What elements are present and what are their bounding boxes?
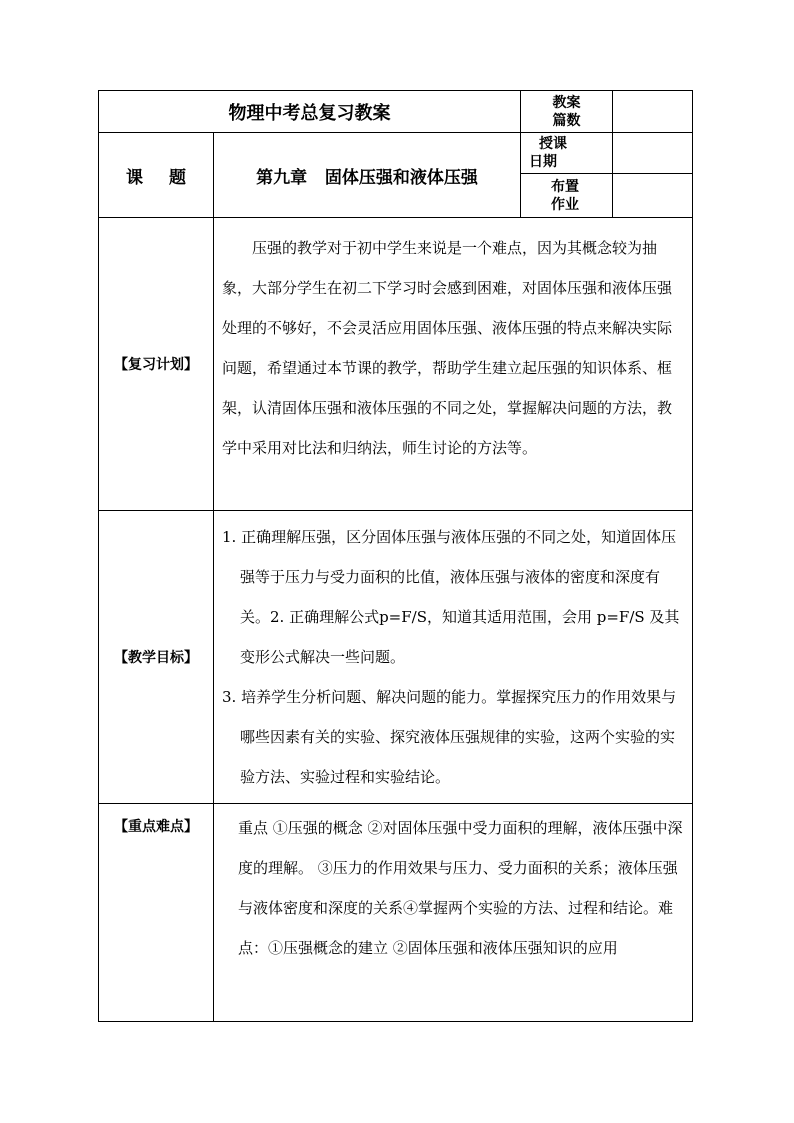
lesson-count-label: [521, 91, 613, 133]
review-plan-row: [99, 218, 693, 511]
chapter-title: 固体压强和液体压强: [324, 167, 478, 188]
chapter-number: 第九章: [256, 167, 308, 188]
teaching-goal-item-1: 1. 正确理解压强，区分固体压强与液体压强的不同之处，知道固体压强等于压力与受力面积的比值，液体压强与液体的密度和深度有关。2. 正确理解公式p=F/S，知道其适用范围，会用 p=F/S 及其变形公式解决一些问题。: [222, 528, 680, 666]
lesson-plan-table: [98, 90, 693, 1022]
review-plan-text: [214, 218, 693, 511]
homework-label-line1: 布置: [551, 178, 579, 195]
lesson-date-value: [613, 133, 693, 174]
lesson-date-label-line2: 日期: [529, 154, 557, 171]
lesson-date-label-line1: 授课: [539, 136, 567, 153]
lesson-count-label-line1: 教案: [552, 94, 581, 111]
review-plan-label: 【复习计划】: [99, 218, 214, 511]
topic-title: [214, 133, 521, 218]
teaching-goals-row: [99, 511, 693, 804]
topic-label-char2: 题: [169, 167, 186, 188]
key-points-row: [99, 804, 693, 1022]
homework-label-line2: 作业: [551, 196, 579, 213]
lesson-date-label: [521, 133, 613, 174]
teaching-goals-label: 【教学目标】: [99, 511, 214, 804]
key-points-text: 重点 ①压强的概念 ②对固体压强中受力面积的理解，液体压强中深度的理解。 ③压力的作用效果与压力、受力面积的关系；液体压强与液体密度和深度的关系④掌握两个实验的方法、过程和结论。难点：①压强概念的建立 ②固体压强和液体压强知识的应用: [214, 804, 693, 1022]
teaching-goals-text: [214, 511, 693, 804]
doc-title: 物理中考总复习教案: [99, 91, 521, 133]
lesson-count-label-line2: 篇数: [552, 112, 581, 129]
topic-label-char1: 课: [126, 167, 143, 188]
teaching-goal-item-2: 3. 培养学生分析问题、解决问题的能力。掌握探究压力的作用效果与哪些因素有关的实验、探究液体压强规律的实验，这两个实验的实验方法、实验过程和实验结论。: [222, 688, 677, 786]
homework-label: [521, 174, 613, 218]
key-points-label: 【重点难点】: [99, 804, 214, 1022]
homework-value: [613, 174, 693, 218]
topic-row-1: [99, 133, 693, 174]
header-row: [99, 91, 693, 133]
review-plan-paragraph: 压强的教学对于初中学生来说是一个难点，因为其概念较为抽象，大部分学生在初二下学习时会感到困难，对固体压强和液体压强处理的不够好，不会灵活应用固体压强、液体压强的特点来解决实际问题，希望通过本节课的教学，帮助学生建立起压强的知识体系、框架，认清固体压强和液体压强的不同之处，掌握解决问题的方法，教学中采用对比法和归纳法，师生讨论的方法等。: [222, 239, 673, 457]
lesson-count-value: [613, 91, 693, 133]
topic-label: [99, 133, 214, 218]
